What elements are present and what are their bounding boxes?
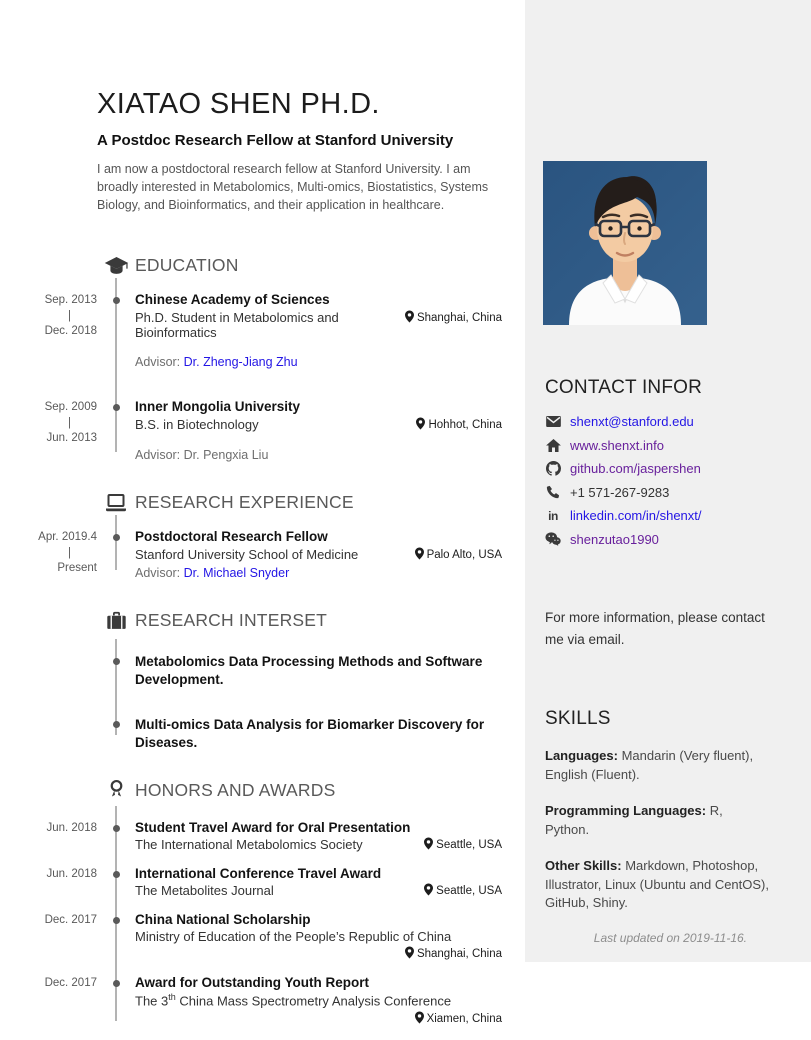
contact-linkedin[interactable] (545, 508, 791, 523)
profile-photo (543, 161, 707, 325)
award-location: Seattle, USA (424, 883, 502, 899)
award-entry (0, 975, 525, 1026)
section-title: HONORS AND AWARDS (135, 780, 336, 801)
advisor-name: Dr. Pengxia Liu (183, 448, 269, 463)
map-marker-icon (424, 883, 433, 899)
skill-languages: Languages: Mandarin (Very fluent), English (Fluent). (545, 748, 754, 783)
advisor-link[interactable]: Dr. Zheng-Jiang Zhu (183, 355, 298, 370)
award-ribbon-icon (97, 779, 135, 802)
skills-list (525, 747, 811, 913)
award-org: The 3th China Mass Spectrometry Analysis Conference (135, 992, 452, 1009)
honors-body (0, 820, 525, 1026)
entry-dates: Apr. 2019.4 | Present (38, 531, 97, 575)
entry-date: Dec. 2017 (44, 977, 97, 990)
cv-header (97, 88, 502, 214)
section-education (0, 255, 525, 462)
entry-title: Chinese Academy of Sciences (135, 292, 330, 308)
award-org: The Metabolites Journal (135, 883, 274, 899)
award-location: Shanghai, China (405, 946, 502, 962)
interests-body (0, 653, 525, 751)
interest-text: Metabolomics Data Processing Methods and Software Development. (135, 654, 483, 687)
education-entry (0, 399, 525, 462)
home-icon (545, 439, 561, 452)
advisor-line: Advisor: Dr. Michael Snyder (135, 566, 290, 581)
award-title: China National Scholarship (135, 912, 311, 928)
map-marker-icon (415, 1011, 424, 1027)
timeline-dot (113, 534, 120, 541)
github-icon (545, 461, 561, 476)
interests-header (0, 610, 525, 631)
contact-wechat[interactable] (545, 532, 791, 547)
section-title: EDUCATION (135, 255, 239, 276)
contact-text: www.shenxt.info (570, 437, 664, 453)
contact-phone (545, 485, 791, 500)
skills-heading: SKILLS (545, 708, 611, 730)
award-title: International Conference Travel Award (135, 866, 382, 882)
entry-date: Jun. 2018 (46, 822, 97, 835)
map-marker-icon (424, 837, 433, 853)
timeline-dot (113, 658, 120, 665)
award-org: Ministry of Education of the People’s Republic of China (135, 929, 452, 945)
award-location: Xiamen, China (415, 1011, 502, 1027)
timeline-dot (113, 980, 120, 987)
summary-paragraph: I am now a postdoctoral research fellow at Stanford University. I am broadly interested in Metabolomics, Multi-omics, Biostatistics, Systems Biology, and Bioinformatics, and their application in healthcare. (97, 162, 489, 212)
section-honors-awards (0, 779, 525, 1026)
sidebar (525, 0, 811, 962)
timeline-dot (113, 825, 120, 832)
award-title: Student Travel Award for Oral Presentation (135, 820, 411, 836)
laptop-icon (97, 493, 135, 513)
contact-text: linkedin.com/in/shenxt/ (570, 508, 702, 523)
map-marker-icon (416, 417, 425, 433)
entry-subtitle: Ph.D. Student in Metabolomics and Bioinformatics (135, 310, 339, 341)
entry-title: Postdoctoral Research Fellow (135, 529, 328, 545)
section-research-interests (0, 610, 525, 751)
skill-other: Other Skills: Markdown, Photoshop, Illustrator, Linux (Ubuntu and CentOS), GitHub, Shiny. (545, 857, 770, 911)
contact-email[interactable] (545, 414, 791, 429)
entry-location: Hohhot, China (416, 417, 502, 433)
award-entry (0, 820, 525, 853)
timeline-dot (113, 404, 120, 411)
entry-date: Jun. 2018 (46, 868, 97, 881)
honors-header (0, 779, 525, 802)
contact-text: shenxt@stanford.edu (570, 414, 694, 429)
education-body (0, 292, 525, 462)
skill-programming: Programming Languages: R, Python. (545, 803, 723, 837)
contact-text: github.com/jaspershen (570, 461, 701, 476)
interest-item (0, 716, 525, 751)
entry-subtitle: Stanford University School of Medicine (135, 547, 359, 563)
phone-icon (545, 485, 561, 499)
entry-location: Palo Alto, USA (415, 547, 502, 563)
wechat-icon (545, 532, 561, 546)
graduation-cap-icon (97, 256, 135, 276)
entry-dates: Sep. 2013 | Dec. 2018 (44, 294, 97, 338)
linkedin-icon: in (548, 508, 558, 523)
education-entry (0, 292, 525, 369)
page-title: XIATAO SHEN PH.D. (97, 88, 380, 120)
advisor-link[interactable]: Dr. Michael Snyder (183, 566, 290, 581)
entry-dates: Sep. 2009 | Jun. 2013 (44, 401, 97, 445)
experience-header (0, 492, 525, 513)
timeline-dot (113, 917, 120, 924)
map-marker-icon (415, 547, 424, 563)
advisor-line: Advisor: Dr. Zheng-Jiang Zhu (135, 355, 298, 370)
section-research-experience (0, 492, 525, 580)
contact-note: For more information, please contact me via email. (545, 609, 765, 648)
contact-text: +1 571-267-9283 (570, 484, 670, 500)
tagline: A Postdoc Research Fellow at Stanford University (97, 132, 454, 149)
experience-entry (0, 529, 525, 580)
contact-list (545, 414, 791, 547)
award-location: Seattle, USA (424, 837, 502, 853)
contact-website[interactable] (545, 438, 791, 453)
timeline-dot (113, 297, 120, 304)
map-marker-icon (405, 310, 414, 326)
interest-text: Multi-omics Data Analysis for Biomarker Discovery for Diseases. (135, 717, 485, 750)
contact-text: shenzutao1990 (570, 531, 659, 547)
briefcase-icon (97, 611, 135, 631)
award-org: The International Metabolomics Society (135, 837, 363, 853)
advisor-line: Advisor: Dr. Pengxia Liu (135, 448, 269, 463)
section-title: RESEARCH INTERSET (135, 610, 328, 631)
award-title: Award for Outstanding Youth Report (135, 975, 369, 991)
entry-subtitle: B.S. in Biotechnology (135, 417, 259, 433)
timeline-dot (113, 871, 120, 878)
contact-github[interactable] (545, 461, 791, 476)
entry-title: Inner Mongolia University (135, 399, 301, 415)
interest-item (0, 653, 525, 688)
map-marker-icon (405, 946, 414, 962)
contact-heading: CONTACT INFOR (545, 377, 703, 398)
education-header (0, 255, 525, 276)
award-entry (0, 912, 525, 962)
section-title: RESEARCH EXPERIENCE (135, 492, 354, 513)
award-entry (0, 866, 525, 899)
last-updated: Last updated on 2019-11-16. (593, 931, 747, 945)
envelope-icon (545, 416, 561, 427)
timeline-dot (113, 721, 120, 728)
entry-location: Shanghai, China (405, 310, 502, 326)
entry-date: Dec. 2017 (44, 914, 97, 927)
experience-body (0, 529, 525, 580)
